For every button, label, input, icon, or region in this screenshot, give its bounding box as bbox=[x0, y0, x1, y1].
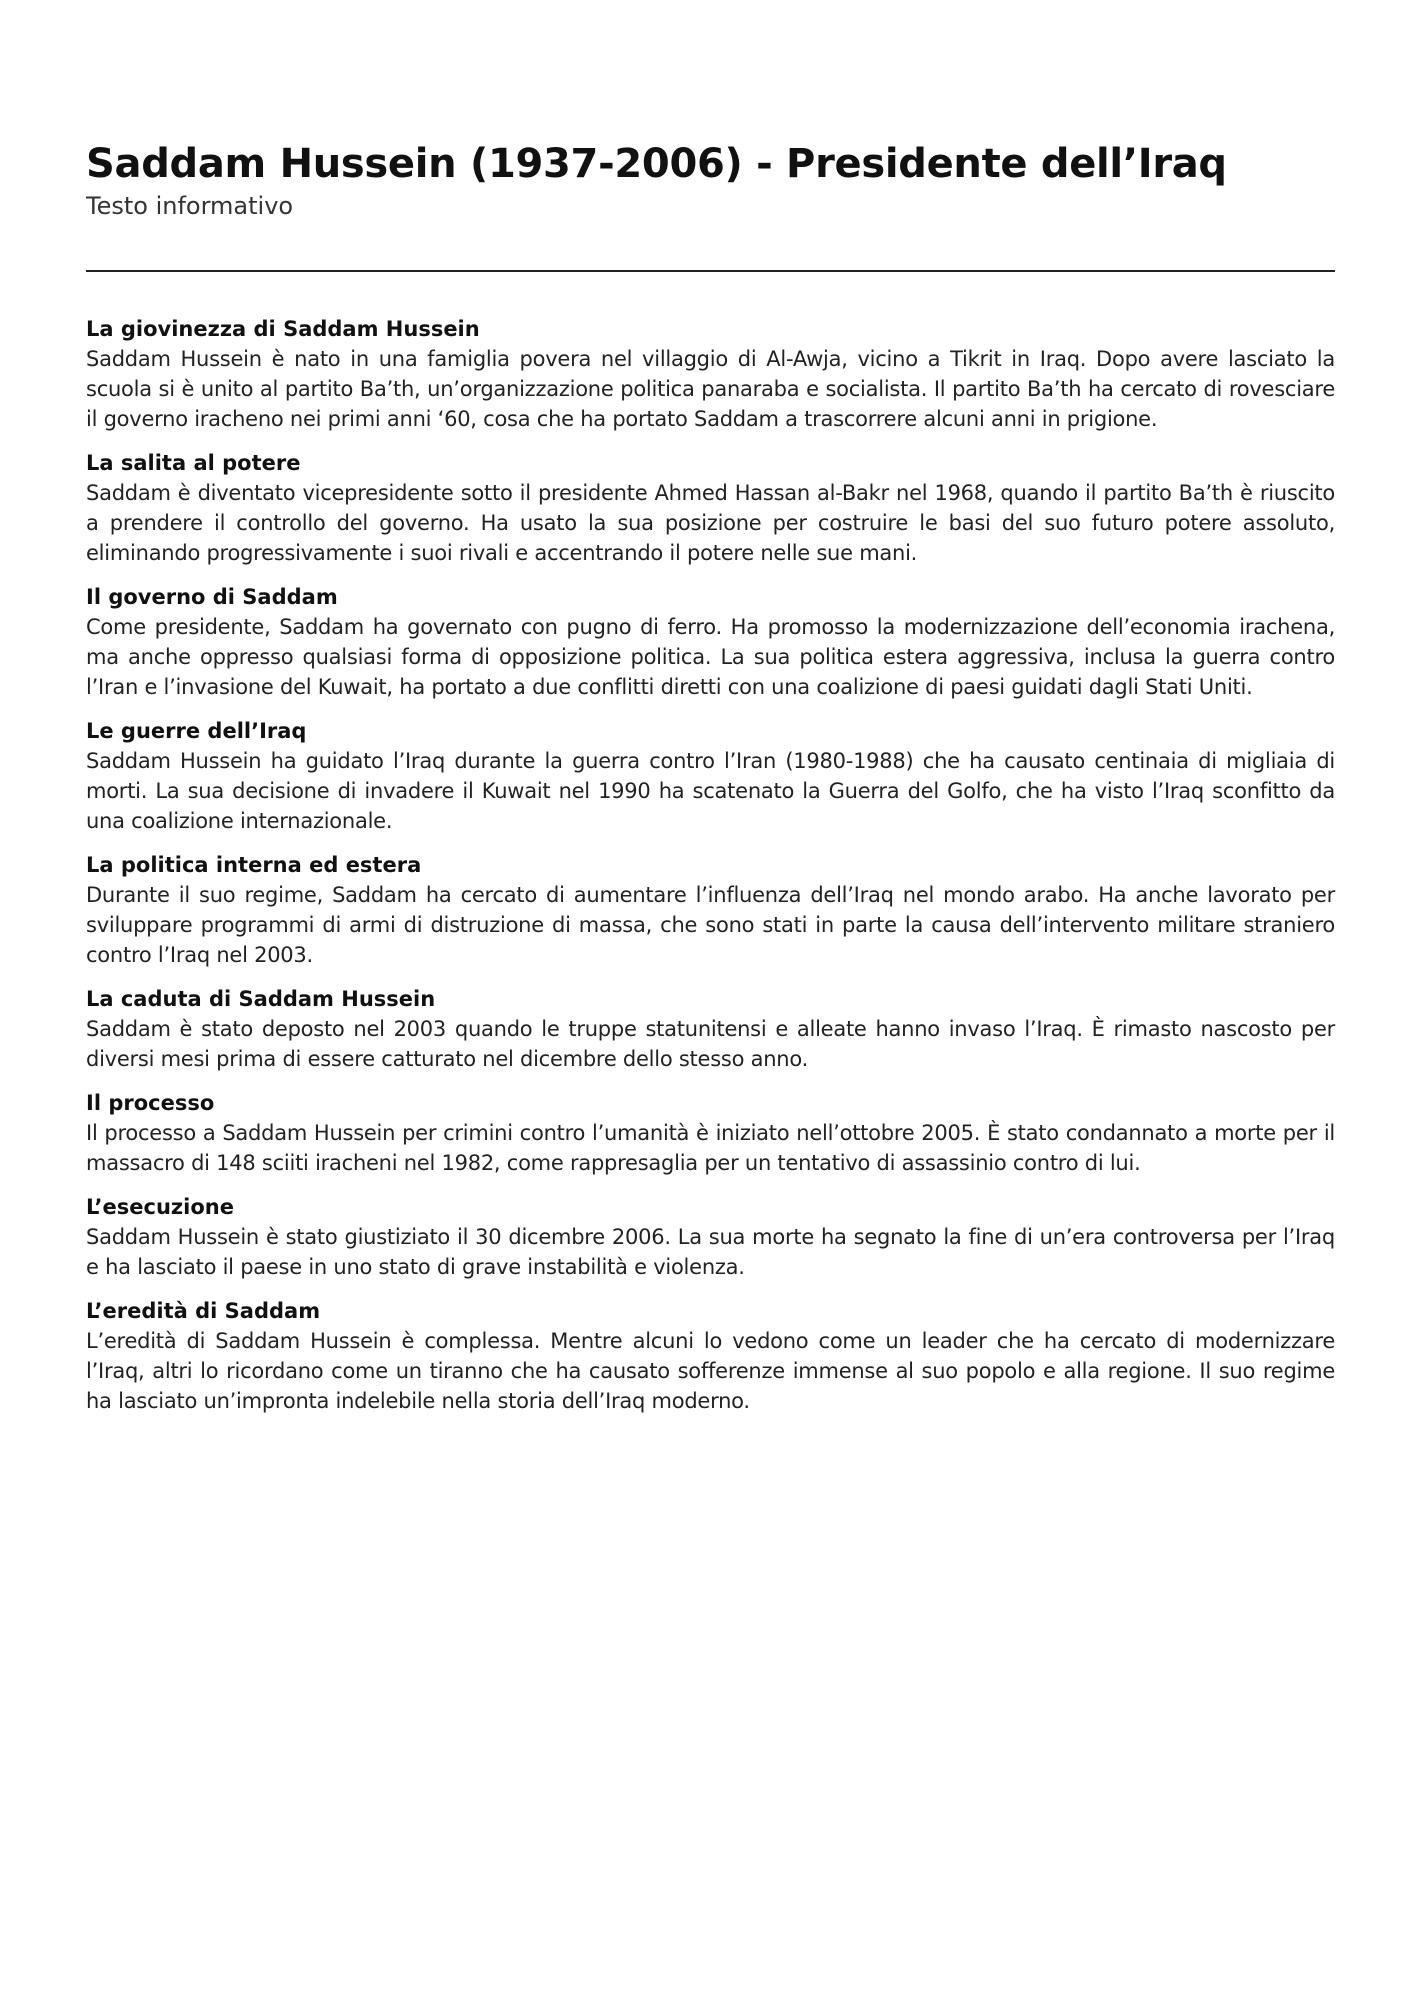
section-heading: L’esecuzione bbox=[86, 1195, 234, 1219]
section-processo bbox=[86, 1088, 1335, 1178]
document-body bbox=[86, 314, 1335, 1430]
section-paragraph: Il processo a Saddam Hussein per crimini contro l’umanità è iniziato nell’ottobre 2005. È stato condannato a morte per il massacro di 148 sciiti iracheni nel 1982, come rappresaglia per un tentativo di assassinio contro di lui. bbox=[86, 1121, 1335, 1175]
section-heading: Il processo bbox=[86, 1091, 215, 1115]
section-heading: Il governo di Saddam bbox=[86, 585, 338, 609]
section-heading: La politica interna ed estera bbox=[86, 853, 422, 877]
section-giovinezza bbox=[86, 314, 1335, 434]
section-paragraph: L’eredità di Saddam Hussein è complessa. Mentre alcuni lo vedono come un leader che ha cercato di modernizzare l’Iraq, altri lo ricordano come un tiranno che ha causato sofferenze immense al suo popolo e alla regione. Il suo regime ha lasciato un’impronta indelebile nella storia dell’Iraq moderno. bbox=[86, 1329, 1335, 1413]
document-title: Saddam Hussein (1937-2006) - Presidente dell’Iraq bbox=[86, 141, 1227, 187]
title-divider bbox=[86, 270, 1335, 272]
section-heading: La giovinezza di Saddam Hussein bbox=[86, 317, 480, 341]
section-paragraph: Saddam Hussein è nato in una famiglia povera nel villaggio di Al-Awja, vicino a Tikrit in Iraq. Dopo avere lasciato la scuola si è unito al partito Ba’th, un’organizzazione politica panaraba e socialista. Il partito Ba’th ha cercato di rovesciare il governo iracheno nei primi anni ‘60, cosa che ha portato Saddam a trascorrere alcuni anni in prigione. bbox=[86, 347, 1335, 431]
section-heading: L’eredità di Saddam bbox=[86, 1299, 321, 1323]
section-esecuzione bbox=[86, 1192, 1335, 1282]
section-heading: Le guerre dell’Iraq bbox=[86, 719, 307, 743]
section-governo bbox=[86, 582, 1335, 702]
section-paragraph: Saddam Hussein è stato giustiziato il 30 dicembre 2006. La sua morte ha segnato la fine di un’era controversa per l’Iraq e ha lasciato il paese in uno stato di grave instabilità e violenza. bbox=[86, 1225, 1335, 1279]
document-subtitle: Testo informativo bbox=[86, 192, 294, 220]
section-salita-al-potere bbox=[86, 448, 1335, 568]
section-guerre bbox=[86, 716, 1335, 836]
document-page bbox=[86, 138, 1335, 1413]
section-caduta bbox=[86, 984, 1335, 1074]
section-paragraph: Durante il suo regime, Saddam ha cercato di aumentare l’influenza dell’Iraq nel mondo arabo. Ha anche lavorato per sviluppare programmi di armi di distruzione di massa, che sono stati in parte la causa dell’intervento militare straniero contro l’Iraq nel 2003. bbox=[86, 883, 1335, 967]
section-eredita bbox=[86, 1296, 1335, 1416]
section-paragraph: Come presidente, Saddam ha governato con pugno di ferro. Ha promosso la modernizzazione dell’economia irachena, ma anche oppresso qualsiasi forma di opposizione politica. La sua politica estera aggressiva, inclusa la guerra contro l’Iran e l’invasione del Kuwait, ha portato a due conflitti diretti con una coalizione di paesi guidati dagli Stati Uniti. bbox=[86, 615, 1335, 699]
section-heading: La salita al potere bbox=[86, 451, 301, 475]
section-politica bbox=[86, 850, 1335, 970]
section-paragraph: Saddam è stato deposto nel 2003 quando le truppe statunitensi e alleate hanno invaso l’Iraq. È rimasto nascosto per diversi mesi prima di essere catturato nel dicembre dello stesso anno. bbox=[86, 1017, 1335, 1071]
section-paragraph: Saddam è diventato vicepresidente sotto il presidente Ahmed Hassan al-Bakr nel 1968, quando il partito Ba’th è riuscito a prendere il controllo del governo. Ha usato la sua posizione per costruire le basi del suo futuro potere assoluto, eliminando progressivamente i suoi rivali e accentrando il potere nelle sue mani. bbox=[86, 481, 1335, 565]
section-paragraph: Saddam Hussein ha guidato l’Iraq durante la guerra contro l’Iran (1980-1988) che ha causato centinaia di migliaia di morti. La sua decisione di invadere il Kuwait nel 1990 ha scatenato la Guerra del Golfo, che ha visto l’Iraq sconfitto da una coalizione internazionale. bbox=[86, 749, 1335, 833]
section-heading: La caduta di Saddam Hussein bbox=[86, 987, 436, 1011]
